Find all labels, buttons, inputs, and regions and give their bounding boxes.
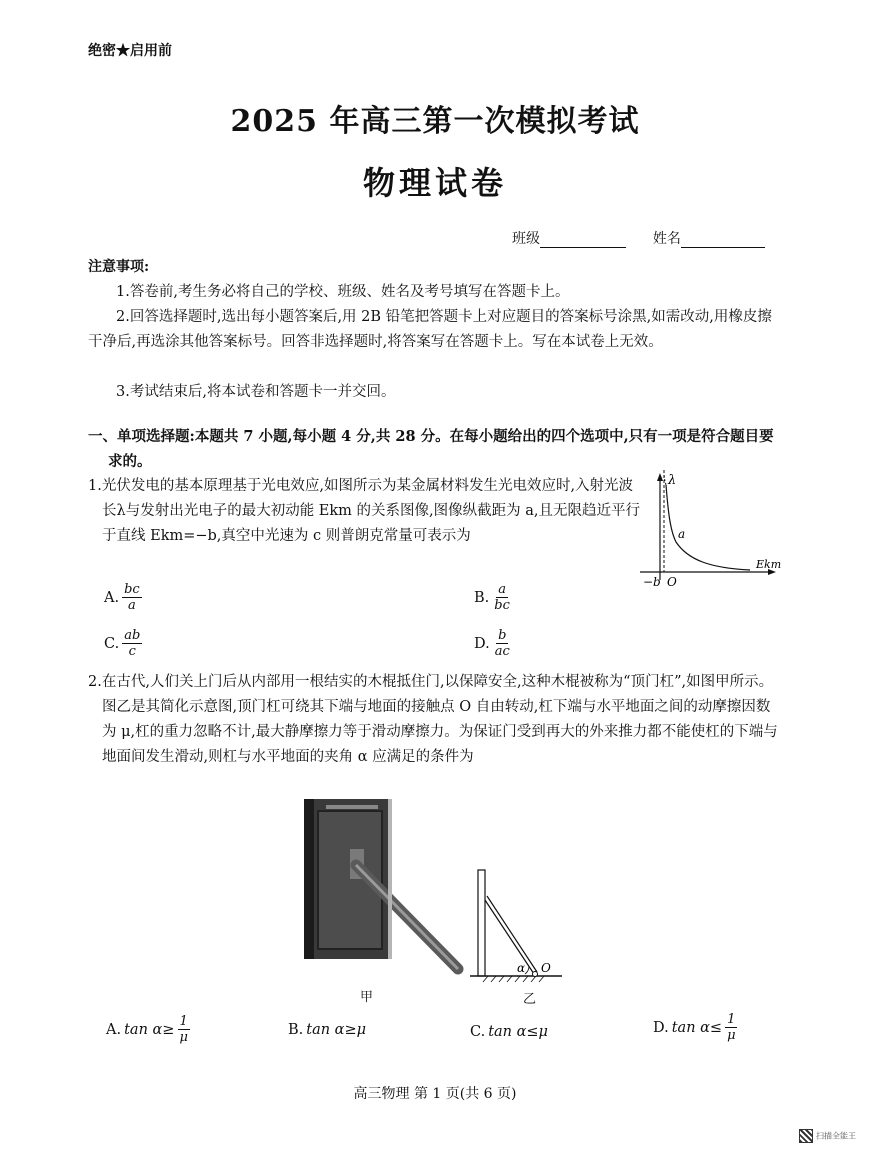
asymptote-label: −b [643,575,661,589]
option-label: A. [104,589,120,606]
option-label: D. [653,1019,669,1036]
caption-yi: 乙 [523,992,537,1007]
class-label: 班级 [512,231,540,247]
option-text: tan α≥μ [306,1022,367,1038]
option-text: tan α≤ [671,1019,723,1036]
q2-option-c [470,1024,548,1040]
q1-option-a [104,582,142,613]
intercept-label: a [678,527,686,541]
notice-heading: 注意事项: [88,259,150,275]
option-label: C. [104,635,120,652]
origin-label: O [667,575,677,589]
q2-option-a [106,1014,190,1045]
q1-option-d [474,628,512,659]
name-label: 姓名 [652,231,681,247]
name-blank [681,247,765,248]
class-blank [540,247,626,248]
qr-icon [799,1129,813,1143]
point-label: O [541,961,551,975]
option-fraction: $\frac{bc}{a}$ [124,582,140,613]
question-1-text: 1.光伏发电的基本原理基于光电效应,如图所示为某金属材料发生光电效应时,入射光波长λ与发射出光电子的最大初动能 Ekm 的关系图像,图像纵截距为 a,且无限趋近平行于直线 Ekm=−b,真空中光速为 c 则普朗克常量可表示为 [88,478,640,544]
option-fraction: $\frac{b}{ac}$ [494,628,510,659]
q1-option-b [474,582,512,613]
door-bar-photo [296,797,486,982]
exam-title: 2025 年高三第一次模拟考试 [230,104,640,139]
option-label: D. [474,635,490,652]
angle-label: α [517,961,526,975]
page-footer: 高三物理 第 1 页(共 6 页) [353,1086,517,1102]
option-text: tan α≥ [124,1021,175,1038]
confidential-label: 绝密★启用前 [88,43,172,59]
curve-dashed [664,472,666,485]
option-fraction: $\frac{1}{\mu}$ [727,1012,736,1043]
angle-arc [525,966,529,974]
door-wall [478,870,485,976]
option-label: B. [474,589,490,606]
section-heading: 一、单项选择题:本题共 7 小题,每小题 4 分,共 28 分。在每小题给出的四个选项中,只有一项是符合题目要求的。 [88,428,774,470]
caption-jia: 甲 [360,990,374,1005]
subject-title: 物理试卷 [362,164,507,202]
question-2-text: 2.在古代,人们关上门后从内部用一根结实的木棍抵住门,以保障安全,这种木棍被称为“顶门杠”,如图甲所示。图乙是其简化示意图,顶门杠可绕其下端与地面的接触点 O 自由转动,杠下端与水平地面之间的动摩擦因数为 μ,杠的重力忽略不计,最大静摩擦力等于滑动摩擦力。为保证门受到再大的外来推力都不能使杠的下端与地面间发生滑动,则杠与水平地面的夹角 α 应满足的条件为 [88,674,778,765]
photoelectric-graph [640,470,785,590]
notice-item: 3.考试结束后,将本试卷和答题卡一并交回。 [116,384,396,400]
y-arrow-icon [657,473,663,481]
q2-option-d [653,1012,738,1043]
notice-item: 1.答卷前,考生务必将自己的学校、班级、姓名及考号填写在答题卡上。 [116,284,570,300]
door-bar-diagram [470,866,575,984]
pivot-point [533,972,538,977]
option-fraction: $\frac{a}{bc}$ [494,582,510,613]
option-text: tan α≤μ [488,1024,548,1040]
option-fraction: $\frac{1}{\mu}$ [179,1014,188,1045]
notice-item: 2.回答选择题时,选出每小题答案后,用 2B 铅笔把答题卡上对应题目的答案标号涂黑,如需改动,用橡皮擦干净后,再选涂其他答案标号。回答非选择题时,将答案写在答题卡上。写在本试卷上无效。 [88,309,772,350]
option-fraction: $\frac{ab}{c}$ [124,628,141,659]
x-axis-label: Ekm [756,558,782,571]
q1-option-c [104,628,142,659]
q2-option-b [288,1022,366,1038]
option-label: B. [288,1022,304,1038]
student-info-fields [512,228,765,248]
option-label: A. [106,1021,122,1038]
option-label: C. [470,1024,486,1040]
y-axis-label: λ [668,473,677,488]
bar-line [485,900,534,974]
scanner-watermark: 扫描全能王 [799,1129,856,1143]
